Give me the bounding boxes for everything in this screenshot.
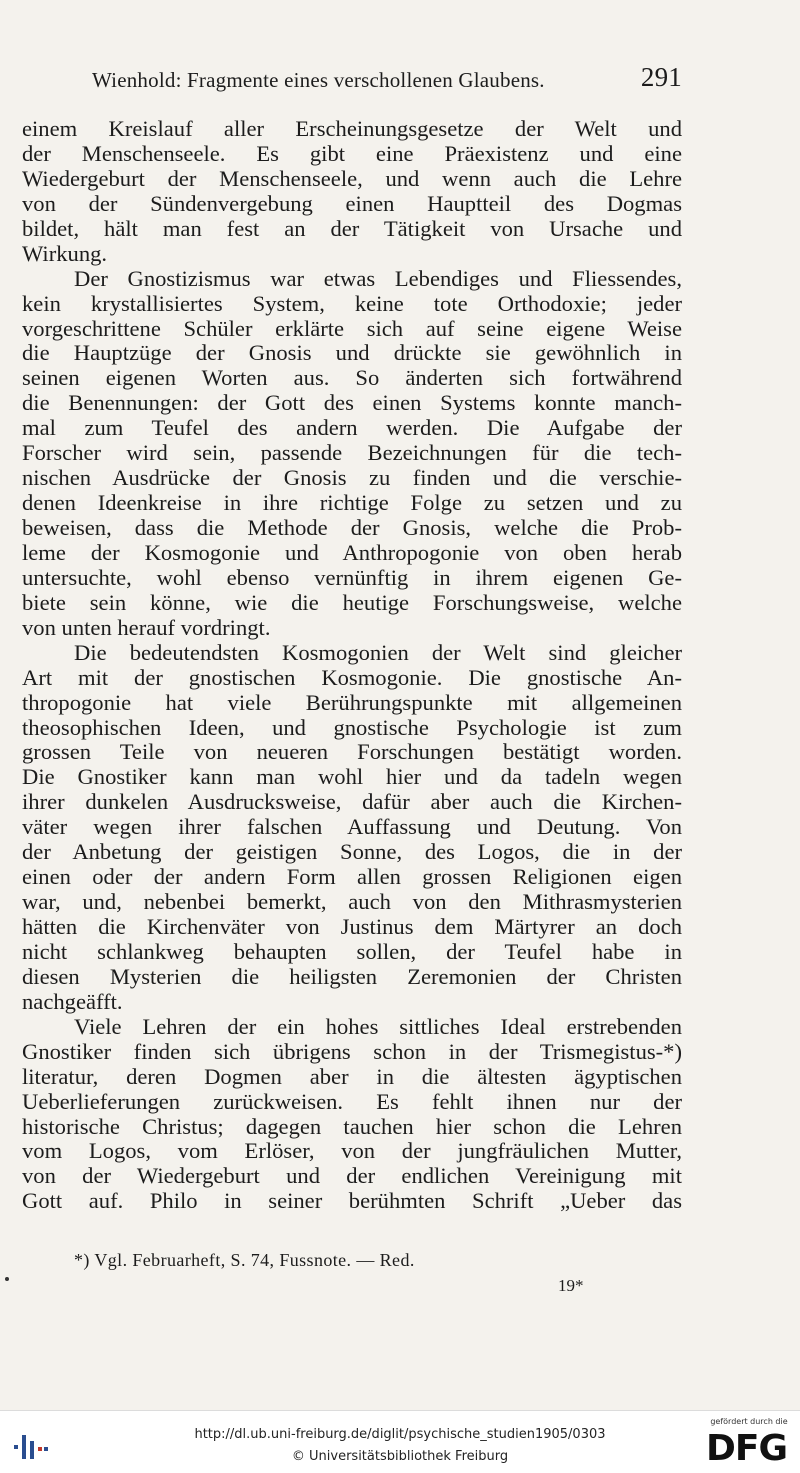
text-line: von der Sündenvergebung einen Hauptteil des Dogmas [22,191,682,216]
text-line: Gott auf. Philo in seiner berühmten Schrift „Ueber das [22,1189,682,1214]
text-line: beweisen, dass die Methode der Gnosis, welche die Prob- [22,516,682,540]
text-line: diesen Mysterien die heiligsten Zeremonien der Christen [22,964,682,989]
text-line: grossen Teile von neueren Forschungen bestätigt worden. [22,740,682,765]
permalink[interactable]: http://dl.ub.uni-freiburg.de/diglit/psychische_studien1905/0303 [194,1427,606,1442]
text-line: vorgeschrittene Schüler erklärte sich auf seine eigene Weise [22,316,682,341]
text-line: Die Gnostiker kann man wohl hier und da tadeln wegen [22,765,682,790]
text-line: seinen eigenen Worten aus. So änderten sich fortwährend [22,366,682,391]
text-line: der Menschenseele. Es gibt eine Präexistenz und eine [22,141,682,166]
text-line: Forscher wird sein, passende Bezeichnungen für die tech- [22,441,682,466]
text-line: von unten herauf vordringt. [22,615,271,640]
text-line: vom Logos, vom Erlöser, von der jungfräulichen Mutter, [22,1139,682,1164]
footnote: *) Vgl. Februarheft, S. 74, Fussnote. — Red. [74,1250,415,1270]
text-line: nachgeäfft. [22,989,123,1014]
text-line: thropogonie hat viele Berührungspunkte mit allgemeinen [22,690,682,715]
text-line: bildet, hält man fest an der Tätigkeit von Ursache und [22,216,682,241]
text-line: die Hauptzüge der Gnosis und drückte sie gewöhnlich in [22,341,682,366]
text-line: ihrer dunkelen Ausdrucksweise, dafür aber auch die Kirchen- [22,790,682,815]
funder-logo-text: DFG [706,1428,788,1469]
text-line: untersuchte, wohl ebenso vernünftig in ihrem eigenen Ge- [22,565,682,590]
text-line: Die bedeutendsten Kosmogonien der Welt sind gleicher [74,640,682,665]
text-line: denen Ideenkreise in ihre richtige Folge zu setzen und zu [22,491,682,516]
text-line: Wirkung. [22,241,108,266]
text-line: literatur, deren Dogmen aber in die ältesten ägyptischen [22,1064,682,1089]
viewer-footer [0,1410,800,1473]
text-line: theosophischen Ideen, und gnostische Psychologie ist zum [22,715,682,740]
margin-dot [5,1277,9,1281]
text-line: einen oder der andern Form allen grossen Religionen eigen [22,865,682,890]
text-line: Viele Lehren der ein hohes sittliches Ideal erstrebenden [74,1014,682,1039]
signature-mark: 19* [558,1276,584,1295]
text-line: einem Kreislauf aller Erscheinungsgesetze der Welt und [22,117,682,141]
funder-caption: gefördert durch die [710,1417,788,1426]
text-line: nicht schlankweg behaupten sollen, der Teufel habe in [22,939,682,964]
running-title: Wienhold: Fragmente eines verschollenen Glaubens. [92,68,545,92]
text-line: nischen Ausdrücke der Gnosis zu finden und die verschie- [22,466,682,491]
running-header [92,62,682,96]
text-line: mal zum Teufel des andern werden. Die Aufgabe der [22,416,682,441]
copyright-text: © Universitätsbibliothek Freiburg [291,1449,509,1464]
dfg-logo [704,1417,794,1469]
text-line: Wiedergeburt der Menschenseele, und wenn auch die Lehre [22,166,682,191]
text-line: Ueberlieferungen zurückweisen. Es fehlt ihnen nur der [22,1089,682,1114]
text-line: väter wegen ihrer falschen Auffassung und Deutung. Von [22,815,682,840]
body-text [22,117,682,1214]
text-line: der Anbetung der geistigen Sonne, des Logos, die in der [22,840,682,865]
text-line: biete sein könne, wie die heutige Forschungsweise, welche [22,590,682,615]
text-line: Art mit der gnostischen Kosmogonie. Die gnostische An- [22,665,682,690]
text-line: war, und, nebenbei bemerkt, auch von den Mithrasmysterien [22,890,682,915]
page-number: 291 [640,62,682,92]
text-line: Gnostiker finden sich übrigens schon in der Trismegistus-*) [22,1039,682,1064]
text-line: leme der Kosmogonie und Anthropogonie von oben herab [22,540,682,565]
text-line: Der Gnostizismus war etwas Lebendiges und Fliessendes, [74,266,682,291]
text-line: von der Wiedergeburt und der endlichen Vereinigung mit [22,1164,682,1189]
text-line: kein krystallisiertes System, keine tote Orthodoxie; jeder [22,291,682,316]
text-line: die Benennungen: der Gott des einen Systems konnte manch- [22,391,682,416]
text-line: historische Christus; dagegen tauchen hier schon die Lehren [22,1114,682,1139]
text-line: hätten die Kirchenväter von Justinus dem Märtyrer an doch [22,915,682,939]
